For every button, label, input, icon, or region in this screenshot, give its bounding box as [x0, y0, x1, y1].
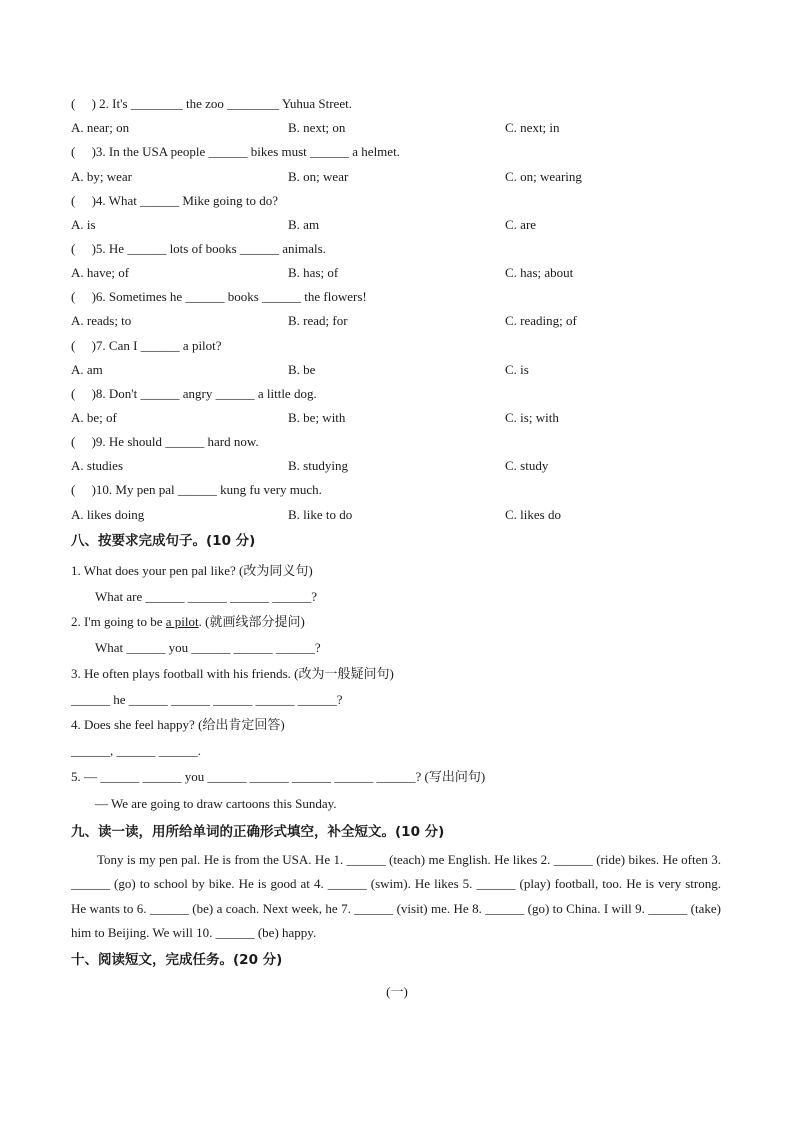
section-9-heading: 九、读一读，用所给单词的正确形式填空，补全短文。(10 分) [71, 824, 445, 840]
option-c: C. is [505, 362, 529, 377]
question-2: ( ) 2. It's ________ the zoo ________ Yuhua Street. [71, 96, 352, 111]
option-c: C. are [505, 217, 537, 232]
option-c: C. study [505, 458, 549, 473]
s8-answer-4: ______, ______ ______. [71, 743, 201, 758]
option-b: B. be [288, 362, 316, 377]
option-b: B. read; for [288, 313, 348, 328]
s8-question-1: 1. What does your pen pal like? (改为同义句) [71, 563, 313, 578]
s8-question-2 [71, 614, 305, 630]
question-10: ( )10. My pen pal ______ kung fu very much. [71, 482, 322, 497]
option-a: A. am [71, 362, 103, 377]
question-6: ( )6. Sometimes he ______ books ______ the flowers! [71, 289, 367, 304]
part-label: (一) [386, 984, 408, 999]
option-c: C. likes do [505, 507, 561, 522]
question-5: ( )5. He ______ lots of books ______ animals. [71, 241, 326, 256]
cloze-passage [71, 848, 721, 945]
s8-q2-post: . (就画线部分提问) [198, 614, 305, 629]
option-a: A. have; of [71, 265, 130, 280]
option-a: A. be; of [71, 410, 117, 425]
underlined-phrase: a pilot [165, 614, 199, 629]
s8-question-5: 5. — ______ ______ you ______ ______ ______ ______ ______? (写出问句) [71, 769, 486, 784]
s8-question-4: 4. Does she feel happy? (给出肯定回答) [71, 717, 285, 732]
option-a: A. is [71, 217, 96, 232]
s8-answer-2: What ______ you ______ ______ ______? [95, 640, 321, 655]
option-b: B. has; of [288, 265, 339, 280]
option-b: B. like to do [288, 507, 353, 522]
option-a: A. reads; to [71, 313, 132, 328]
s8-question-3: 3. He often plays football with his friends. (改为一般疑问句) [71, 666, 394, 681]
option-b: B. be; with [288, 410, 346, 425]
option-a: A. near; on [71, 120, 130, 135]
s8-q2-pre: 2. I'm going to be [71, 614, 166, 629]
option-b: B. on; wear [288, 169, 349, 184]
question-9: ( )9. He should ______ hard now. [71, 434, 259, 449]
option-a: A. by; wear [71, 169, 133, 184]
question-3: ( )3. In the USA people ______ bikes must ______ a helmet. [71, 144, 400, 159]
s8-answer-5: — We are going to draw cartoons this Sunday. [95, 796, 337, 811]
s8-answer-1: What are ______ ______ ______ ______? [95, 589, 318, 604]
cloze-passage-text: Tony is my pen pal. He is from the USA. He 1. ______ (teach) me English. He likes 2. ______ (ride) bikes. He often 3. ______ (go) to school by bike. He is good at 4. ______ (swim). He likes 5. ______ (play) football, too. He is very strong. He wants to 6. ______ (be) a coach. Next week, he 7. ______ (visit) me. He 8. ______ (go) to China. I will 9. ______ (take) him to Beijing. We will 10. ______ (be) happy. [71, 852, 721, 940]
section-8-heading: 八、按要求完成句子。(10 分) [71, 533, 256, 549]
option-b: B. am [288, 217, 320, 232]
s8-answer-3: ______ he ______ ______ ______ ______ ______? [71, 692, 343, 707]
question-4: ( )4. What ______ Mike going to do? [71, 193, 279, 208]
question-7: ( )7. Can I ______ a pilot? [71, 338, 222, 353]
option-c: C. reading; of [505, 313, 577, 328]
section-10-heading: 十、阅读短文，完成任务。(20 分) [71, 952, 283, 968]
option-c: C. on; wearing [505, 169, 582, 184]
option-a: A. likes doing [71, 507, 145, 522]
option-b: B. studying [288, 458, 348, 473]
option-c: C. has; about [505, 265, 574, 280]
option-c: C. is; with [505, 410, 559, 425]
question-8: ( )8. Don't ______ angry ______ a little dog. [71, 386, 317, 401]
option-a: A. studies [71, 458, 123, 473]
option-c: C. next; in [505, 120, 560, 135]
option-b: B. next; on [288, 120, 346, 135]
